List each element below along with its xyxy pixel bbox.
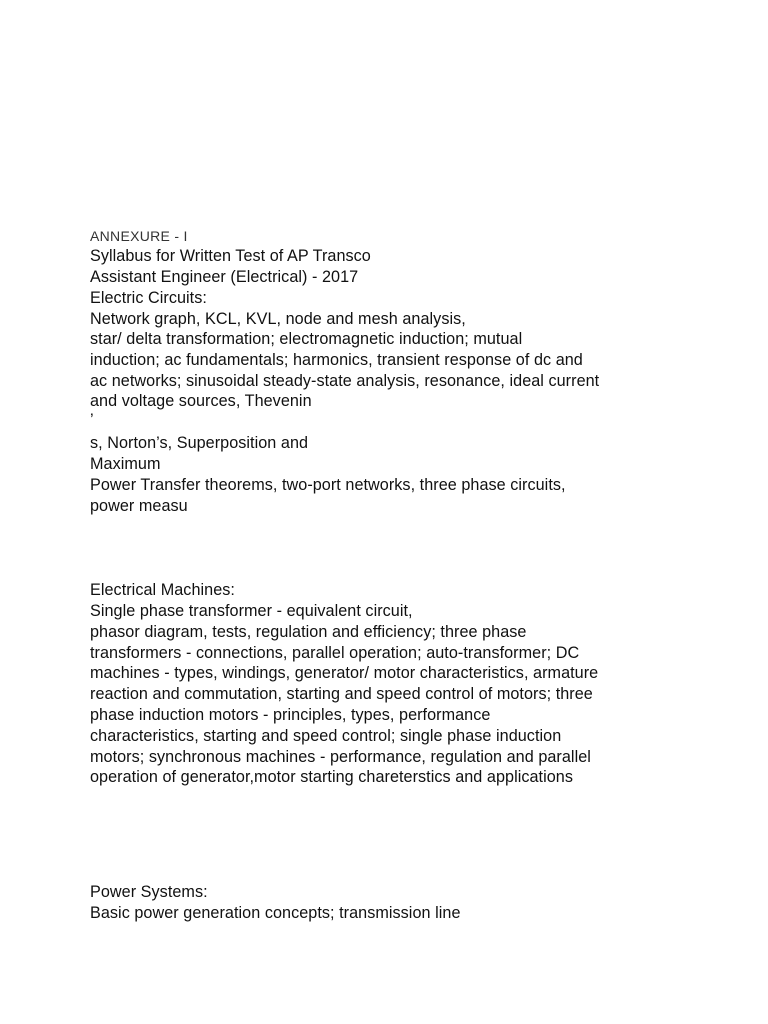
- paragraph-line: reaction and commutation, starting and speed control of motors; three: [90, 685, 593, 703]
- paragraph-line: Basic power generation concepts; transmission line: [90, 904, 461, 922]
- paragraph-line: s, Norton’s, Superposition and: [90, 434, 309, 452]
- section-heading-power-systems: Power Systems:: [90, 883, 208, 901]
- title-line-2: Assistant Engineer (Electrical) - 2017: [90, 268, 359, 286]
- paragraph-line: ac networks; sinusoidal steady-state analysis, resonance, ideal current: [90, 372, 600, 390]
- paragraph-line: machines - types, windings, generator/ motor characteristics, armature: [90, 664, 599, 682]
- paragraph-line: transformers - connections, parallel operation; auto-transformer; DC: [90, 644, 580, 662]
- paragraph-line: Single phase transformer - equivalent circuit,: [90, 602, 413, 620]
- paragraph-line: and voltage sources, Thevenin: [90, 392, 312, 410]
- paragraph-line: characteristics, starting and speed control; single phase induction: [90, 727, 562, 745]
- paragraph-line: Maximum: [90, 455, 161, 473]
- title-line-1: Syllabus for Written Test of AP Transco: [90, 247, 371, 265]
- paragraph-line: operation of generator,motor starting chareterstics and applications: [90, 768, 574, 786]
- paragraph-line: power measu: [90, 497, 188, 515]
- paragraph-line: Power Transfer theorems, two-port networks, three phase circuits,: [90, 476, 566, 494]
- paragraph-line: induction; ac fundamentals; harmonics, transient response of dc and: [90, 351, 583, 369]
- paragraph-line: star/ delta transformation; electromagnetic induction; mutual: [90, 330, 523, 348]
- paragraph-line: ’: [90, 411, 94, 429]
- paragraph-line: motors; synchronous machines - performance, regulation and parallel: [90, 748, 591, 766]
- paragraph-line: phasor diagram, tests, regulation and efficiency; three phase: [90, 623, 527, 641]
- paragraph-line: Network graph, KCL, KVL, node and mesh analysis,: [90, 310, 466, 328]
- section-heading-electric-circuits: Electric Circuits:: [90, 289, 207, 307]
- section-heading-electrical-machines: Electrical Machines:: [90, 581, 235, 599]
- annexure-label: ANNEXURE - I: [90, 228, 188, 244]
- paragraph-line: phase induction motors - principles, types, performance: [90, 706, 491, 724]
